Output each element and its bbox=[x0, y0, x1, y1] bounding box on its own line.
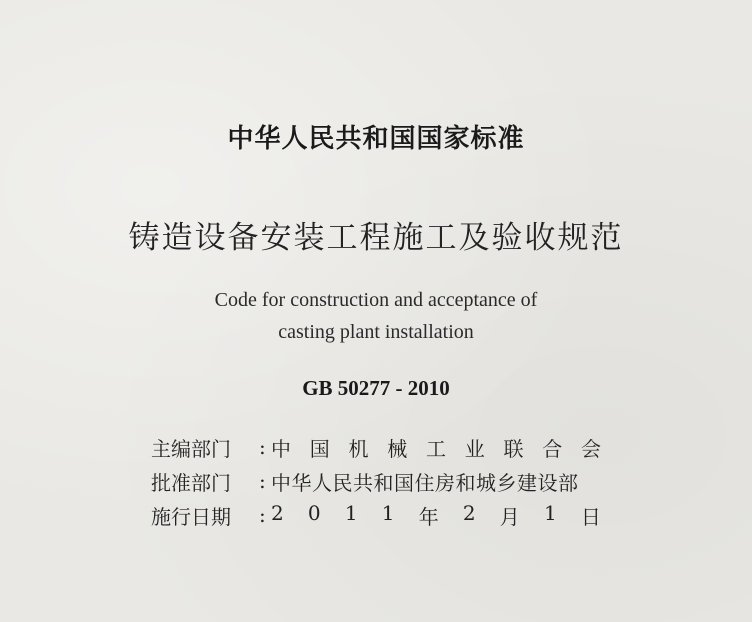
title-english-line-2: casting plant installation bbox=[278, 321, 474, 343]
colon: : bbox=[259, 503, 266, 527]
date-row bbox=[151, 498, 601, 532]
value-char: 机 bbox=[348, 436, 369, 461]
info-block bbox=[151, 430, 601, 532]
title-english-line-1: Code for construction and acceptance of bbox=[214, 289, 538, 311]
title-chinese: 铸造设备安装工程施工及验收规范 bbox=[128, 220, 624, 256]
title-english bbox=[0, 284, 752, 348]
value-char: 联 bbox=[503, 436, 524, 461]
date-label: 施行日期 bbox=[151, 504, 231, 529]
value-char: 月 bbox=[499, 504, 520, 529]
value-char: 1 bbox=[344, 500, 358, 525]
value-char: 国 bbox=[309, 436, 330, 461]
value-char: 工 bbox=[426, 436, 446, 461]
standard-type: 中华人民共和国国家标准 bbox=[227, 124, 525, 154]
date-value bbox=[271, 501, 601, 530]
value-char: 2 bbox=[271, 500, 284, 525]
value-char: 1 bbox=[543, 500, 557, 525]
colon: : bbox=[259, 435, 266, 459]
value-char: 年 bbox=[418, 504, 439, 529]
colon: : bbox=[259, 469, 266, 493]
value-char: 0 bbox=[307, 500, 321, 525]
value-char: 械 bbox=[387, 436, 408, 461]
value-char: 会 bbox=[581, 436, 601, 461]
editor-row bbox=[151, 430, 601, 464]
approver-row bbox=[151, 464, 601, 498]
approver-label: 批准部门 bbox=[151, 470, 231, 495]
value-char: 1 bbox=[381, 500, 395, 525]
editor-value bbox=[271, 433, 601, 462]
editor-label: 主编部门 bbox=[151, 436, 231, 461]
value-char: 合 bbox=[542, 436, 563, 461]
value-char: 业 bbox=[464, 436, 485, 461]
approver-value: 中华人民共和国住房和城乡建设部 bbox=[271, 470, 579, 495]
standard-code: GB 50277 - 2010 bbox=[302, 376, 450, 400]
value-char: 2 bbox=[462, 500, 476, 525]
value-char: 中 bbox=[271, 436, 291, 461]
value-char: 日 bbox=[580, 504, 601, 529]
